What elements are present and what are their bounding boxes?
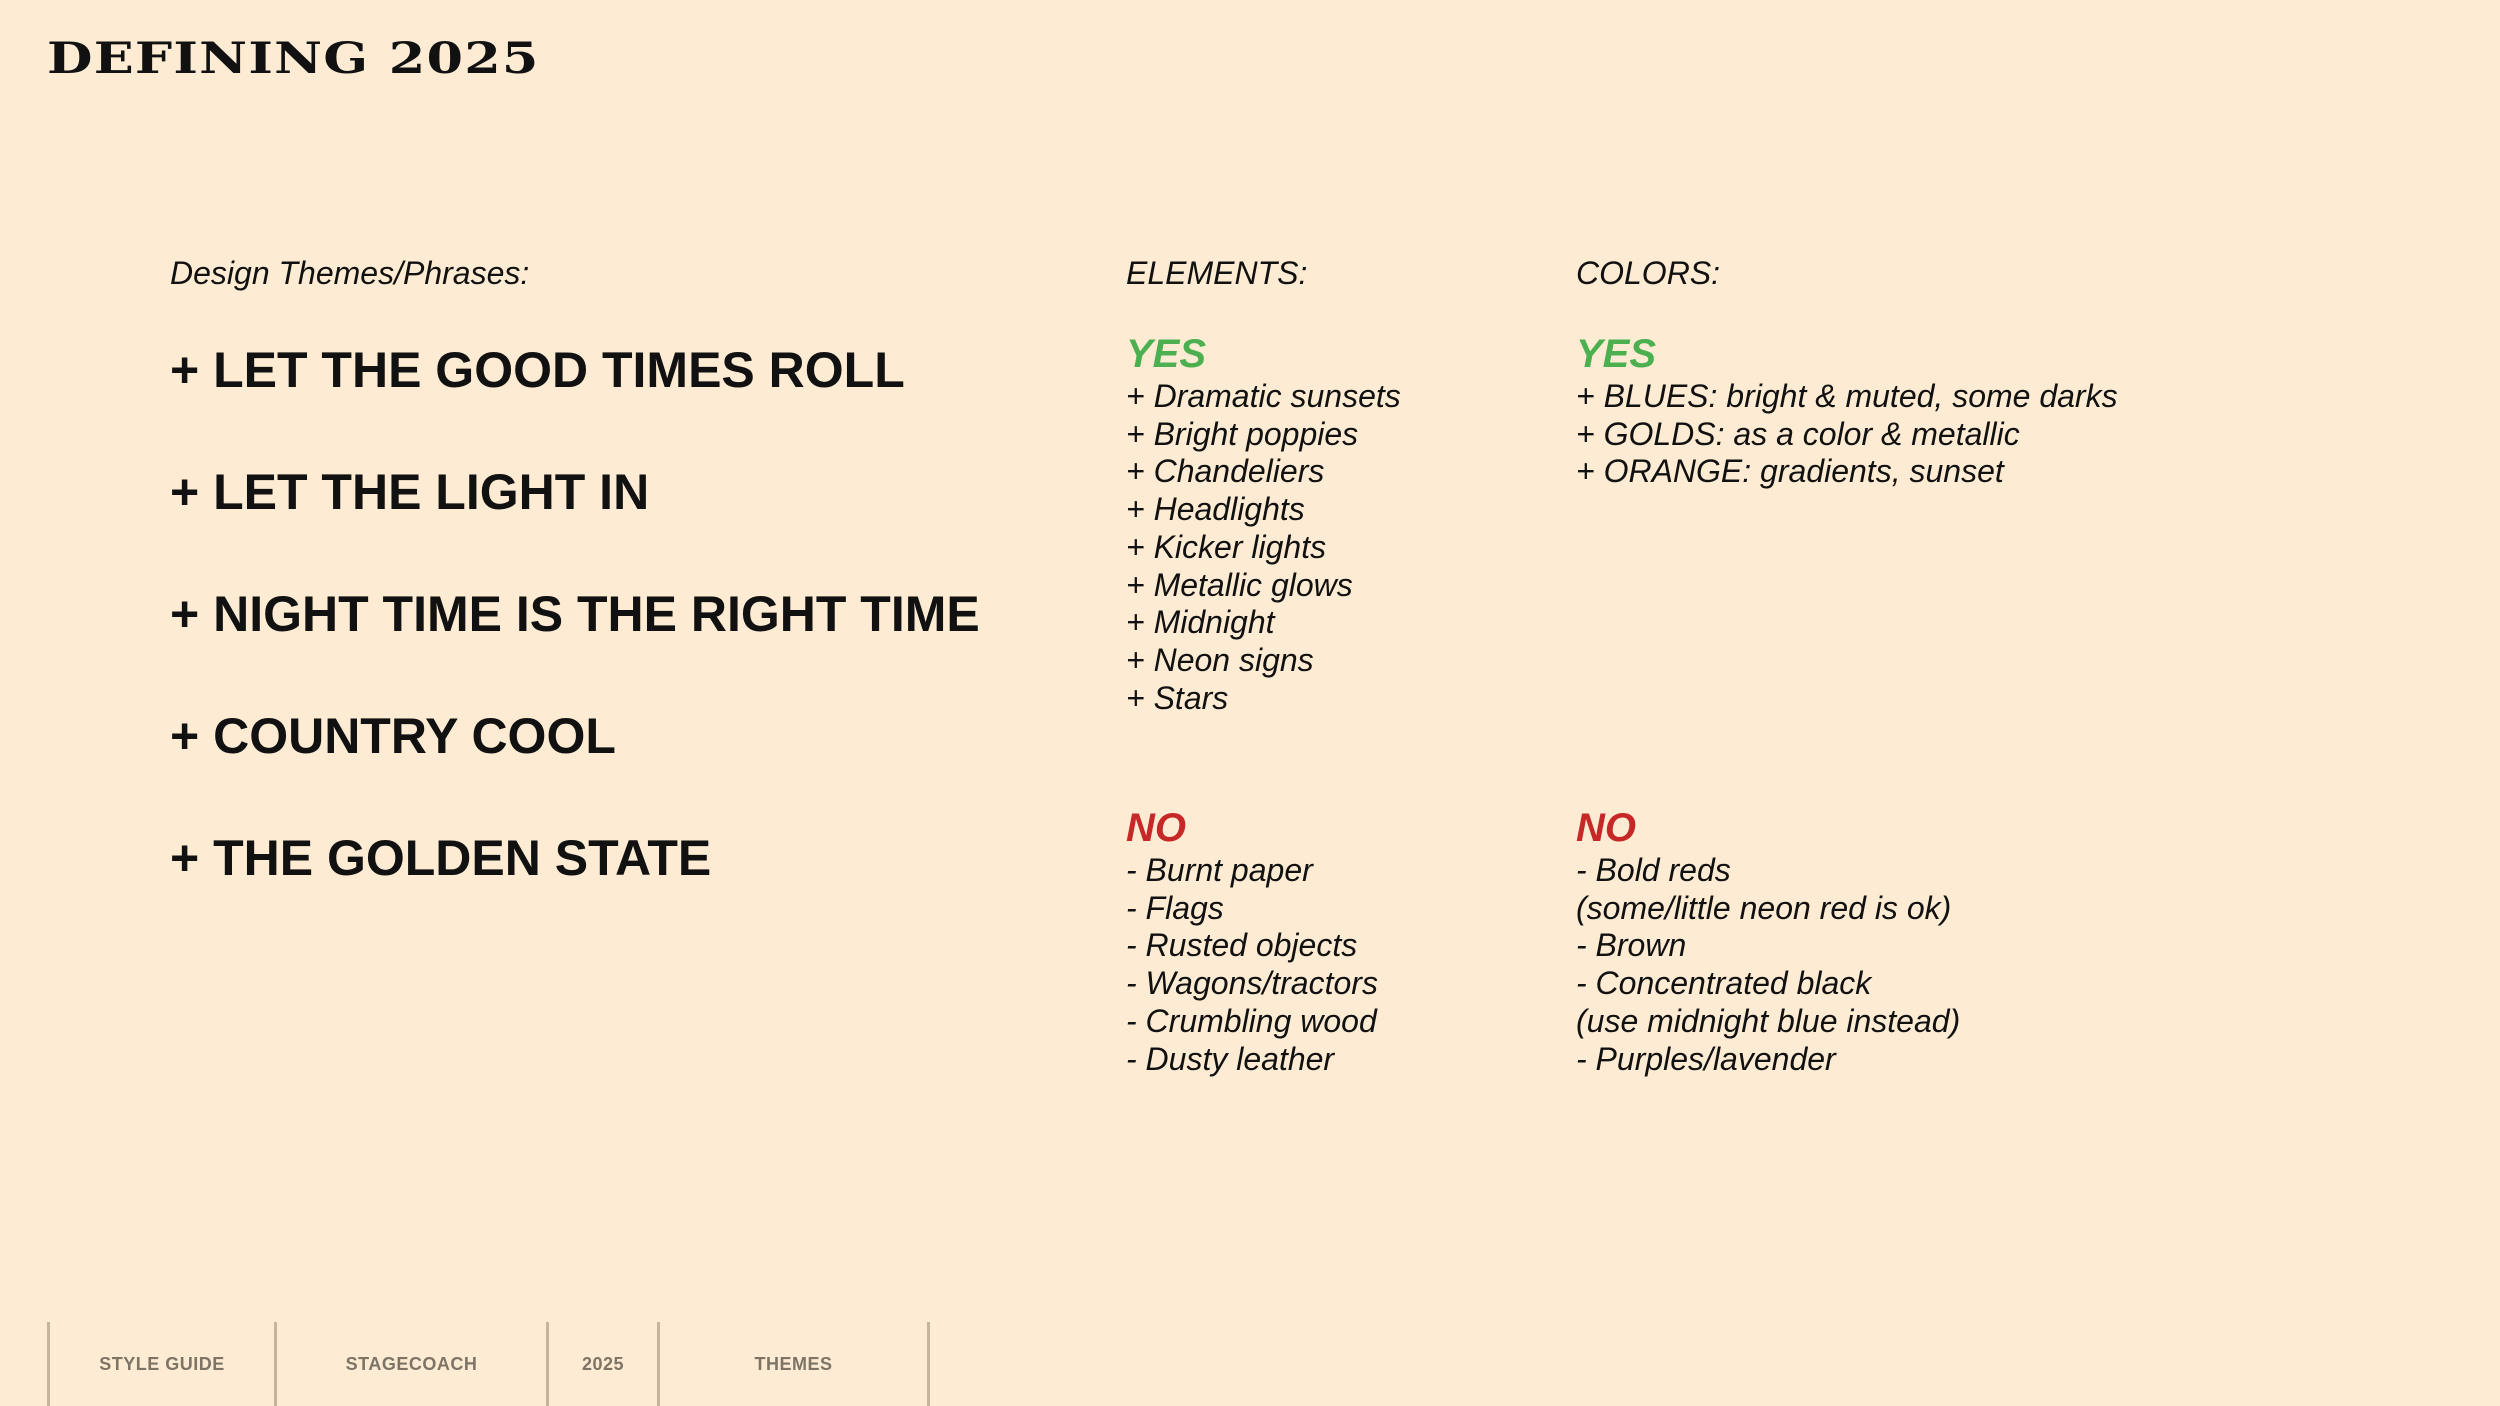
colors-header: COLORS: <box>1576 255 1721 291</box>
elements-yes-list <box>1126 378 1401 717</box>
list-item: - Bold reds <box>1576 852 1731 888</box>
colors-no-label: NO <box>1576 806 1636 850</box>
list-item: + Stars <box>1126 679 1229 716</box>
list-item: + ORANGE: gradients, sunset <box>1576 453 2004 490</box>
list-item: + Chandeliers <box>1126 453 1325 490</box>
colors-no-block <box>1576 806 1960 1078</box>
list-item: - Purples/lavender <box>1576 1040 1836 1077</box>
list-item: + Kicker lights <box>1126 528 1327 565</box>
colors-yes-block <box>1576 332 2118 491</box>
elements-header: ELEMENTS: <box>1126 255 1308 291</box>
footer-tab-year[interactable]: 2025 <box>546 1322 657 1406</box>
footer-nav <box>47 1322 930 1406</box>
footer-tab-stagecoach[interactable]: STAGECOACH <box>274 1322 546 1406</box>
themes-list <box>170 340 980 950</box>
elements-no-list <box>1126 852 1378 1078</box>
list-item: + Dramatic sunsets <box>1126 378 1401 414</box>
page-title: DEFINING 2025 <box>47 34 540 84</box>
footer-tab-themes[interactable]: THEMES <box>657 1322 930 1406</box>
theme-item: + THE GOLDEN STATE <box>170 830 712 886</box>
theme-item: + LET THE LIGHT IN <box>170 464 650 520</box>
elements-yes-label: YES <box>1126 332 1207 376</box>
list-item: + Bright poppies <box>1126 415 1359 452</box>
colors-yes-list <box>1576 378 2118 491</box>
elements-yes-block <box>1126 332 1401 717</box>
list-item: + Headlights <box>1126 491 1305 528</box>
list-item: - Rusted objects <box>1126 927 1358 964</box>
list-item: + Midnight <box>1126 604 1275 641</box>
theme-item: + NIGHT TIME IS THE RIGHT TIME <box>170 586 980 642</box>
list-item: (use midnight blue instead) <box>1576 1002 1961 1039</box>
list-item: - Brown <box>1576 927 1687 964</box>
colors-no-list <box>1576 852 1960 1078</box>
theme-item: + COUNTRY COOL <box>170 708 616 764</box>
list-item: + GOLDS: as a color & metallic <box>1576 415 2020 452</box>
colors-yes-label: YES <box>1576 332 1657 376</box>
theme-item: + LET THE GOOD TIMES ROLL <box>170 342 905 398</box>
elements-no-label: NO <box>1126 806 1186 850</box>
themes-header: Design Themes/Phrases: <box>170 255 530 291</box>
list-item: - Flags <box>1126 889 1224 926</box>
list-item: - Burnt paper <box>1126 852 1313 888</box>
elements-no-block <box>1126 806 1378 1078</box>
list-item: - Dusty leather <box>1126 1040 1335 1077</box>
list-item: - Crumbling wood <box>1126 1002 1377 1039</box>
list-item: (some/little neon red is ok) <box>1576 889 1952 926</box>
footer-tab-style-guide[interactable]: STYLE GUIDE <box>47 1322 274 1406</box>
list-item: + Neon signs <box>1126 641 1314 678</box>
list-item: + Metallic glows <box>1126 566 1353 603</box>
list-item: - Concentrated black <box>1576 965 1872 1002</box>
list-item: + BLUES: bright & muted, some darks <box>1576 378 2118 414</box>
list-item: - Wagons/tractors <box>1126 965 1378 1002</box>
